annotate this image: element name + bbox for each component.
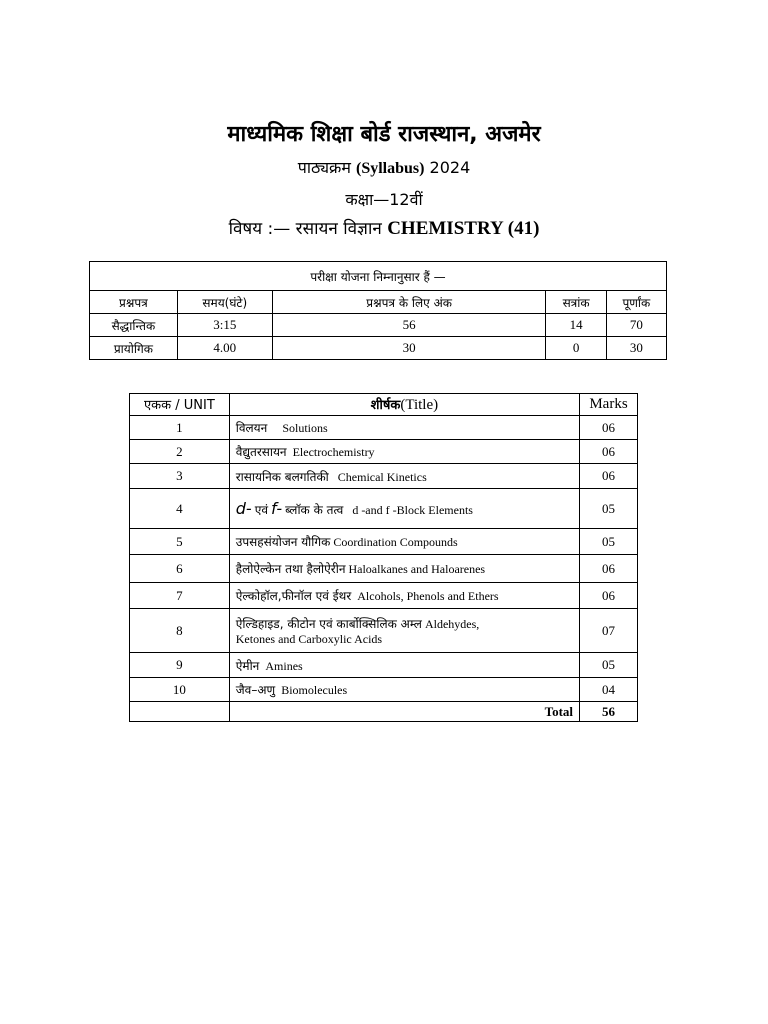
- unit-marks: 06: [580, 555, 638, 583]
- unit-title: जैव–अणु Biomolecules: [229, 678, 579, 702]
- unit-marks: 06: [580, 416, 638, 440]
- col-full-marks: पूर्णांक: [606, 291, 666, 314]
- col-title: शीर्षक(Title): [229, 394, 579, 416]
- unit-marks-table: [129, 393, 638, 722]
- total-value: 56: [580, 702, 638, 722]
- exam-caption-row: [90, 262, 667, 291]
- sessional-value: 14: [546, 314, 606, 337]
- syllabus-year: 2024: [429, 158, 471, 177]
- unit-marks: 06: [580, 440, 638, 464]
- unit-marks: 04: [580, 678, 638, 702]
- full-marks-value: 30: [606, 337, 666, 360]
- unit-number: 5: [130, 529, 230, 555]
- unit-number: 1: [130, 416, 230, 440]
- unit-marks: 05: [580, 529, 638, 555]
- unit-row: [130, 678, 638, 702]
- col-marks: Marks: [580, 394, 638, 416]
- total-row: [130, 702, 638, 722]
- unit-marks: 07: [580, 609, 638, 653]
- paper-marks-value: 30: [272, 337, 546, 360]
- unit-title: रासायनिक बलगतिकी Chemical Kinetics: [229, 464, 579, 489]
- unit-row: [130, 416, 638, 440]
- unit-row: [130, 609, 638, 653]
- unit-title: ऐल्कोहॉल,फीनॉल एवं ईथर Alcohols, Phenols and Ethers: [229, 583, 579, 609]
- total-empty-cell: [130, 702, 230, 722]
- full-marks-value: 70: [606, 314, 666, 337]
- exam-row-theory: [90, 314, 667, 337]
- total-label: Total: [229, 702, 579, 722]
- unit-row: [130, 555, 638, 583]
- class-line: कक्षा—12वीं: [345, 190, 423, 209]
- unit-row: [130, 464, 638, 489]
- unit-title: वैद्युतरसायन Electrochemistry: [229, 440, 579, 464]
- unit-number: 3: [130, 464, 230, 489]
- exam-caption: परीक्षा योजना निम्नानुसार हैं —: [90, 262, 667, 291]
- unit-marks: 06: [580, 464, 638, 489]
- time-value: 3:15: [177, 314, 272, 337]
- col-time: समय(घंटे): [177, 291, 272, 314]
- subject-hindi: विषय :— रसायन विज्ञान: [228, 219, 382, 239]
- unit-number: 2: [130, 440, 230, 464]
- col-paper: प्रश्नपत्र: [90, 291, 178, 314]
- paper-marks-value: 56: [272, 314, 546, 337]
- unit-row: [130, 440, 638, 464]
- board-title: माध्यमिक शिक्षा बोर्ड राजस्थान, अजमेर: [227, 122, 541, 147]
- time-value: 4.00: [177, 337, 272, 360]
- unit-row: [130, 529, 638, 555]
- unit-title: उपसहसंयोजन यौगिक Coordination Compounds: [229, 529, 579, 555]
- subject-line: [0, 216, 768, 240]
- exam-header-row: [90, 291, 667, 314]
- paper-type: सैद्धान्तिक: [90, 314, 178, 337]
- syllabus-line: [0, 156, 768, 178]
- subject-english: CHEMISTRY (41): [387, 218, 540, 239]
- unit-title: विलयन Solutions: [229, 416, 579, 440]
- paper-type: प्रायोगिक: [90, 337, 178, 360]
- unit-number: 9: [130, 653, 230, 678]
- unit-title: d- एवं f- ब्लॉक के तत्व d -and f -Block Elements: [229, 489, 579, 529]
- unit-marks: 06: [580, 583, 638, 609]
- sessional-value: 0: [546, 337, 606, 360]
- exam-scheme-table: [89, 261, 667, 360]
- syllabus-english: (Syllabus): [355, 160, 425, 177]
- unit-number: 8: [130, 609, 230, 653]
- exam-row-practical: [90, 337, 667, 360]
- unit-row: [130, 583, 638, 609]
- unit-header-row: [130, 394, 638, 416]
- unit-number: 10: [130, 678, 230, 702]
- unit-title: हैलोऐल्केन तथा हैलोऐरीन Haloalkanes and Haloarenes: [229, 555, 579, 583]
- unit-row: [130, 653, 638, 678]
- unit-number: 7: [130, 583, 230, 609]
- col-paper-marks: प्रश्नपत्र के लिए अंक: [272, 291, 546, 314]
- col-unit: एकक / UNIT: [130, 394, 230, 416]
- unit-marks: 05: [580, 653, 638, 678]
- syllabus-hindi: पाठ्यक्रम: [297, 158, 351, 177]
- unit-marks: 05: [580, 489, 638, 529]
- unit-row: [130, 489, 638, 529]
- unit-title: ऐमीन Amines: [229, 653, 579, 678]
- unit-number: 4: [130, 489, 230, 529]
- unit-number: 6: [130, 555, 230, 583]
- unit-title: ऐल्डिहाइड, कीटोन एवं कार्बोक्सिलिक अम्ल Aldehydes, Ketones and Carboxylic Acids: [229, 609, 579, 653]
- col-sessional: सत्रांक: [546, 291, 606, 314]
